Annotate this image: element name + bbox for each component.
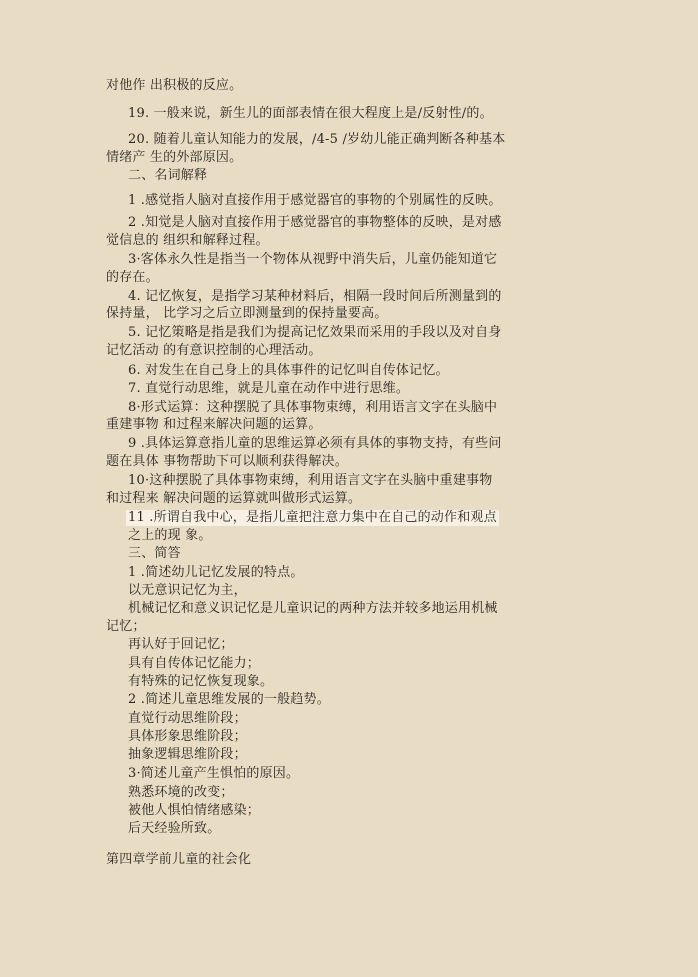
- text-line: 机械记忆和意义识记忆是儿童识记的两种方法并较多地运用机械: [128, 601, 498, 616]
- text-line: 被他人惧怕情绪感染；: [128, 803, 261, 818]
- text-line: 情绪产 生的外部原因。: [106, 150, 243, 165]
- text-line: 7. 直觉行动思维，就是儿童在动作中进行思维。: [128, 381, 410, 396]
- text-line: 再认好于回记忆；: [128, 637, 234, 652]
- text-line: 和过程来 解决问题的运算就叫做形式运算。: [106, 491, 362, 506]
- text-line: 后天经验所致。: [128, 821, 221, 836]
- text-line: 直觉行动思维阶段；: [128, 711, 247, 726]
- text-line: 1 .简述幼儿记忆发展的特点。: [128, 565, 304, 580]
- text-line: 保持量， 比学习之后立即测量到的保持量要高。: [106, 306, 388, 321]
- text-line: 觉信息的 组织和解释过程。: [106, 233, 269, 248]
- text-line: 熟悉环境的改变；: [128, 785, 234, 800]
- section-heading: 二、名词解释: [128, 168, 208, 183]
- text-line: 9 .具体运算意指儿童的思维运算必须有具体的事物支持，有些问: [128, 436, 502, 451]
- text-line: 19. 一般来说，新生儿的面部表情在很大程度上是/反射性/的。: [128, 106, 493, 121]
- text-line: 6. 对发生在自己身上的具体事件的记忆叫自传体记忆。: [128, 363, 449, 378]
- text-line: 具体形象思维阶段；: [128, 729, 247, 744]
- text-line: 10·这种摆脱了具体事物束缚，利用语言文字在头脑中重建事物: [128, 473, 493, 488]
- text-line: 8·形式运算：这种摆脱了具体事物束缚，利用语言文字在头脑中: [128, 400, 498, 415]
- text-line: 题在具体 事物帮助下可以顺利获得解决。: [106, 454, 348, 469]
- text-line: 11 .所谓自我中心，是指儿童把注意力集中在自己的动作和观点: [128, 510, 497, 525]
- text-line: 之上的现 象。: [128, 528, 212, 543]
- chapter-heading: 第四章学前儿童的社会化: [106, 852, 252, 867]
- text-line: 4. 记忆恢复，是指学习某种材料后，相隔一段时间后所测量到的: [128, 289, 502, 304]
- text-line: 有特殊的记忆恢复现象。: [128, 674, 274, 689]
- section-heading: 三、简答: [128, 546, 181, 561]
- text-line: 20. 随着儿童认知能力的发展，/4-5 /岁幼儿能正确判断各种基本: [128, 132, 506, 147]
- text-line: 2 .简述儿童思维发展的一般趋势。: [128, 692, 330, 707]
- text-line: 重建事物 和过程来解决问题的运算。: [106, 417, 322, 432]
- text-line: 3·简述儿童产生惧怕的原因。: [128, 766, 300, 781]
- text-line: 1 .感觉指人脑对直接作用于感觉器官的事物的个别属性的反映。: [128, 193, 502, 208]
- text-line: 的存在。: [106, 270, 159, 285]
- text-line: 记忆；: [106, 619, 146, 634]
- text-line: 2 .知觉是人脑对直接作用于感觉器官的事物整体的反映，是对感: [128, 215, 502, 230]
- text-line: 抽象逻辑思维阶段；: [128, 747, 247, 762]
- text-line: 对他作 出积极的反应。: [106, 78, 243, 93]
- text-line: 记忆活动 的有意识控制的心理活动。: [106, 343, 322, 358]
- text-line: 具有自传体记忆能力；: [128, 656, 261, 671]
- text-line: 3·客体永久性是指当一个物体从视野中消失后，儿童仍能知道它: [128, 252, 498, 267]
- text-line: 以无意识记忆为主，: [128, 583, 247, 598]
- text-line: 5. 记忆策略是指是我们为提高记忆效果而采用的手段以及对自身: [128, 325, 502, 340]
